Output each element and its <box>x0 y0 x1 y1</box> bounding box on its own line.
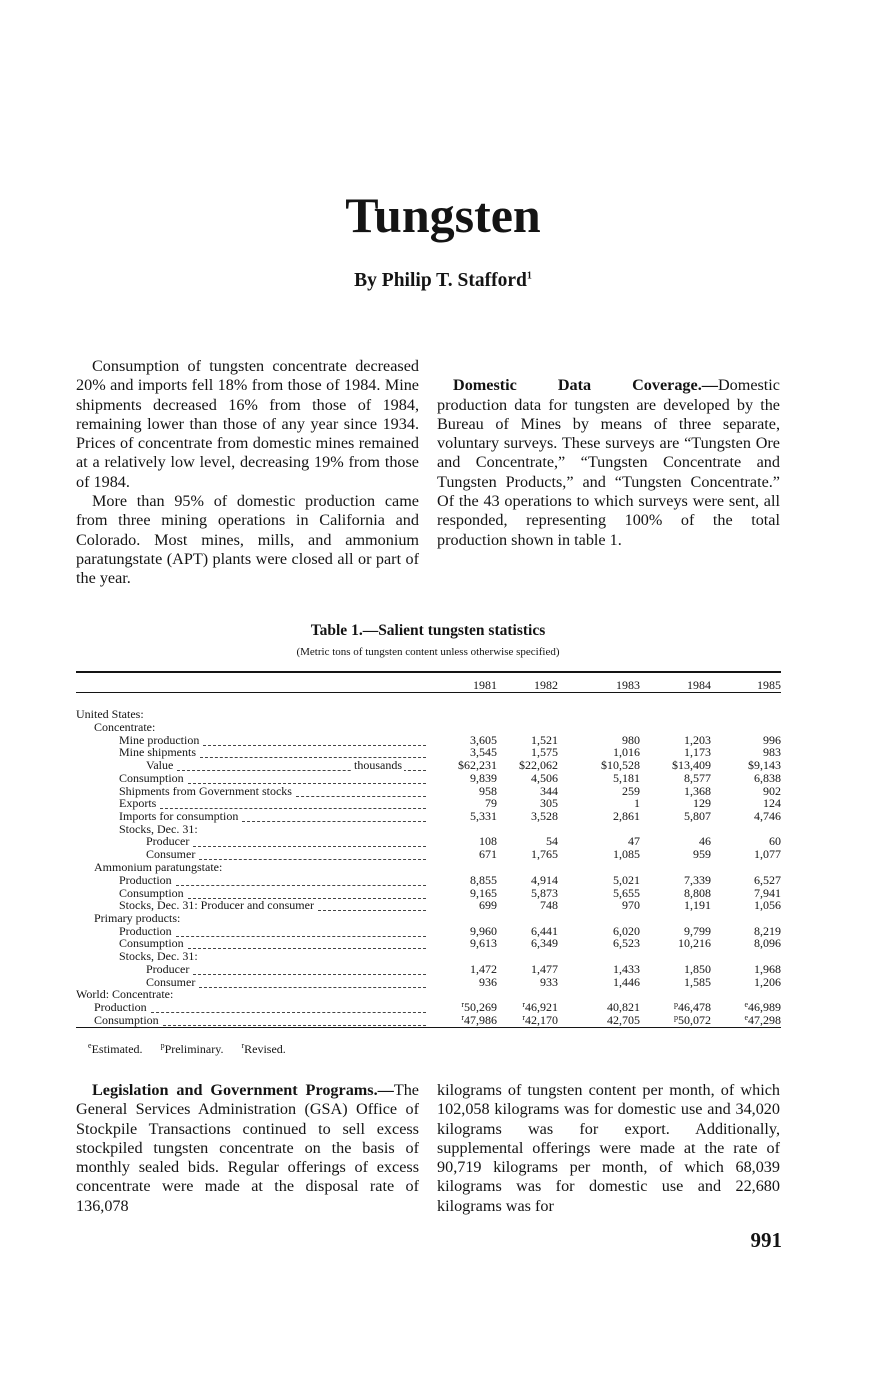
cell-value: 46 <box>699 834 711 848</box>
year-header-1984: 1984 <box>687 678 711 692</box>
cell-1984 <box>645 848 711 861</box>
leader-dots <box>296 785 426 797</box>
legislation-body-right: kilograms of tungsten content per month, of which 102,058 kilograms was for domestic use and 34,020 kilograms was for export. Additionally, supplemental offerings were made at the rate of 90,719 kilograms per month, of which 68,039 kilograms was for domestic use and 22,680 kilograms was for <box>437 1081 780 1215</box>
cell-value: 8,219 <box>754 924 781 938</box>
cell-value: 8,577 <box>684 771 711 785</box>
legislation-body-left: The General Services Administration (GSA) Office of Stockpile Transactions continued to sell excess stockpiled tungsten concentrate on the basis of monthly sealed bids. Regular offerings of excess concentrate were made at the disposal rate of 136,078 <box>76 1081 419 1215</box>
cell-value: 4,746 <box>754 809 781 823</box>
data-coverage-heading: Domestic Data Coverage.— <box>453 376 718 395</box>
cell-value: 6,527 <box>754 873 781 887</box>
cell-1984 <box>645 810 711 823</box>
year-header-1981: 1981 <box>473 678 497 692</box>
cell-value: 6,020 <box>613 924 640 938</box>
cell-value: 1,575 <box>531 745 558 759</box>
cell-value: 1,203 <box>684 733 711 747</box>
row-label-text: Producer <box>146 962 190 976</box>
cell-value: 7,339 <box>684 873 711 887</box>
footnote-preliminary <box>161 1042 224 1056</box>
cell-value: 1,191 <box>684 898 711 912</box>
cell-1985 <box>715 1014 781 1027</box>
footnote-text: Preliminary. <box>164 1042 224 1056</box>
cell-value: 1,173 <box>684 745 711 759</box>
row-label-text: Value <box>146 758 174 772</box>
cell-value: $9,143 <box>748 758 781 772</box>
cell-value: 344 <box>540 784 558 798</box>
table-row <box>76 861 781 874</box>
cell-value: 42,170 <box>525 1013 558 1027</box>
table-subtitle: (Metric tons of tungsten content unless otherwise specified) <box>296 646 560 658</box>
page-title: Tungsten <box>345 187 541 243</box>
cell-value: 933 <box>540 975 558 989</box>
cell-value: 60 <box>769 834 781 848</box>
year-header-1985: 1985 <box>757 678 781 692</box>
cell-1983 <box>574 848 640 861</box>
row-label-text: Primary products: <box>94 911 181 925</box>
cell-value: 958 <box>479 784 497 798</box>
cell-1982 <box>492 1014 558 1027</box>
cell-value: $22,062 <box>519 758 558 772</box>
footnote-mark: r <box>522 1000 525 1009</box>
footnote-mark: r <box>241 1041 245 1050</box>
cell-value: 124 <box>763 796 781 810</box>
cell-value: 671 <box>479 847 497 861</box>
cell-value: 47,986 <box>464 1013 497 1027</box>
cell-value: 748 <box>540 898 558 912</box>
leader-dots <box>176 874 426 886</box>
cell-value: 8,808 <box>684 886 711 900</box>
cell-value: 305 <box>540 796 558 810</box>
intro-paragraph-2: More than 95% of domestic production came from three mining operations in California and Colorado. Most mines, mills, and ammonium paratungstate (APT) plants were closed all or part of the year. <box>76 492 419 588</box>
footnote-mark: e <box>744 1000 748 1009</box>
leader-dots <box>242 810 426 822</box>
footnote-mark: r <box>461 1000 464 1009</box>
table-row <box>76 899 781 912</box>
cell-1981 <box>431 899 497 912</box>
footnote-mark: e <box>88 1041 92 1050</box>
row-label-text: Stocks, Dec. 31: <box>119 949 198 963</box>
cell-value: 50,269 <box>464 1000 497 1014</box>
footnote-estimated <box>88 1042 143 1056</box>
author-footnote-mark: 1 <box>526 270 532 282</box>
cell-value: 5,807 <box>684 809 711 823</box>
leader-dots <box>160 797 426 809</box>
cell-value: 3,545 <box>470 745 497 759</box>
cell-value: 8,096 <box>754 936 781 950</box>
cell-value: 6,523 <box>613 936 640 950</box>
cell-value: 9,165 <box>470 886 497 900</box>
cell-value: 46,989 <box>748 1000 781 1014</box>
cell-value: 108 <box>479 834 497 848</box>
leader-dots <box>188 772 426 784</box>
footnote-mark: p <box>160 1041 165 1050</box>
cell-value: 46,478 <box>678 1000 711 1014</box>
row-unit: thousands <box>354 758 402 772</box>
table-row <box>76 912 781 925</box>
row-label-text: Consumption <box>119 886 184 900</box>
leader-dots <box>188 937 426 949</box>
leader-dots <box>176 925 426 937</box>
cell-value: 4,914 <box>531 873 558 887</box>
cell-value: 1,521 <box>531 733 558 747</box>
cell-value: 1,446 <box>613 975 640 989</box>
cell-1985 <box>715 810 781 823</box>
intro-right-column <box>437 357 780 550</box>
leader-dots <box>193 963 426 975</box>
cell-value: 1 <box>634 796 640 810</box>
cell-value: 9,960 <box>470 924 497 938</box>
row-label-text: Concentrate: <box>94 720 156 734</box>
leader-dots <box>163 1014 426 1026</box>
row-label-text: Ammonium paratungstate: <box>94 860 223 874</box>
year-header-1982: 1982 <box>534 678 558 692</box>
author-name: By Philip T. Stafford <box>354 270 527 291</box>
cell-value: 1,085 <box>613 847 640 861</box>
cell-1981 <box>431 1014 497 1027</box>
byline <box>0 270 886 292</box>
leader-dots <box>193 835 426 847</box>
row-label-text: United States: <box>76 707 144 721</box>
intro-paragraph-1: Consumption of tungsten concentrate decreased 20% and imports fell 18% from those of 1984. Mine shipments decreased 16% from those of 1984, remaining lower than those of any year since 1934. Prices of concentrate from domestic mines remained at a relatively low level, decreasing 19% from those of 1984. <box>76 357 419 491</box>
row-label-text: Mine shipments <box>119 745 196 759</box>
cell-value: 1,016 <box>613 745 640 759</box>
table-bottom-rule <box>76 1027 781 1028</box>
footnote-mark: r <box>461 1013 464 1022</box>
cell-value: 1,477 <box>531 962 558 976</box>
leader-dots <box>200 746 426 758</box>
cell-value: 902 <box>763 784 781 798</box>
leader-dots <box>318 899 426 911</box>
cell-value: 1,433 <box>613 962 640 976</box>
cell-1982 <box>492 937 558 950</box>
cell-value: 9,613 <box>470 936 497 950</box>
row-label-text: World: Concentrate: <box>76 987 174 1001</box>
cell-value: 259 <box>622 784 640 798</box>
legislation-paragraph <box>76 1081 419 1216</box>
row-label-text: Producer <box>146 834 190 848</box>
row-label-text: Exports <box>119 796 157 810</box>
cell-value: 79 <box>485 796 497 810</box>
cell-value: 1,472 <box>470 962 497 976</box>
cell-1983 <box>574 810 640 823</box>
row-label-text: Production <box>119 873 172 887</box>
footnote-mark: e <box>744 1013 748 1022</box>
cell-1982 <box>492 848 558 861</box>
row-label-text: Mine production <box>119 733 200 747</box>
cell-value: 983 <box>763 745 781 759</box>
row-label-text: Production <box>94 1000 147 1014</box>
cell-value: 40,821 <box>607 1000 640 1014</box>
cell-value: $13,409 <box>672 758 711 772</box>
cell-value: 46,921 <box>525 1000 558 1014</box>
cell-value: 2,861 <box>613 809 640 823</box>
cell-value: 1,765 <box>531 847 558 861</box>
cell-value: 5,331 <box>470 809 497 823</box>
cell-value: 47 <box>628 834 640 848</box>
cell-1985 <box>715 937 781 950</box>
cell-value: 6,349 <box>531 936 558 950</box>
cell-value: 1,056 <box>754 898 781 912</box>
cell-value: 970 <box>622 898 640 912</box>
cell-value: 1,077 <box>754 847 781 861</box>
data-coverage-body: Domestic production data for tungsten are developed by the Bureau of Mines by means of three separate, voluntary surveys. These surveys are “Tungsten Ore and Concentrate,” “Tungsten Concentrate and Tungsten Products,” and “Tungsten Concentrate.” Of the 43 operations to which surveys were sent, all responded, representing 100% of the total production shown in table 1. <box>437 376 780 549</box>
legislation-right-column <box>437 1081 780 1216</box>
legislation-left-column <box>76 1081 419 1216</box>
row-label-text: Imports for consumption <box>119 809 239 823</box>
leader-dots <box>151 1001 426 1013</box>
cell-1984 <box>645 937 711 950</box>
cell-value: 959 <box>693 847 711 861</box>
cell-value: 129 <box>693 796 711 810</box>
cell-value: 5,873 <box>531 886 558 900</box>
data-coverage-paragraph <box>437 376 780 550</box>
page-number: 991 <box>750 1228 782 1252</box>
cell-value: 1,368 <box>684 784 711 798</box>
row-label-text: Consumption <box>94 1013 159 1027</box>
row-label-text: Consumption <box>119 936 184 950</box>
row-label-text: Stocks, Dec. 31: <box>119 822 198 836</box>
cell-value: 5,655 <box>613 886 640 900</box>
table-title: Table 1.—Salient tungsten statistics <box>310 622 546 639</box>
table-top-rule <box>76 671 781 673</box>
cell-1981 <box>431 810 497 823</box>
cell-value: 8,855 <box>470 873 497 887</box>
cell-1985 <box>715 899 781 912</box>
table-row <box>76 1014 781 1027</box>
leader-dots <box>199 848 426 860</box>
footnote-mark: p <box>674 1013 678 1022</box>
cell-value: 5,181 <box>613 771 640 785</box>
cell-1981 <box>431 848 497 861</box>
cell-value: 1,206 <box>754 975 781 989</box>
row-label-text: Production <box>119 924 172 938</box>
footnote-mark: r <box>522 1013 525 1022</box>
row-label-text: Shipments from Government stocks <box>119 784 292 798</box>
row-label-text: Stocks, Dec. 31: Producer and consumer <box>119 898 314 912</box>
cell-value: 3,528 <box>531 809 558 823</box>
footnote-revised <box>241 1042 285 1056</box>
leader-dots <box>199 976 426 988</box>
cell-value: 6,838 <box>754 771 781 785</box>
row-label-text: Consumption <box>119 771 184 785</box>
intro-paragraph-2-continued <box>437 357 780 376</box>
cell-value: 980 <box>622 733 640 747</box>
legislation-heading: Legislation and Government Programs.— <box>92 1081 394 1099</box>
cell-1983 <box>574 1014 640 1027</box>
row-label-text: Consumer <box>146 975 196 989</box>
year-header-1983: 1983 <box>616 678 640 692</box>
leader-dots <box>203 734 426 746</box>
cell-value: $10,528 <box>601 758 640 772</box>
cell-value: 3,605 <box>470 733 497 747</box>
cell-value: 4,506 <box>531 771 558 785</box>
cell-1984 <box>645 1014 711 1027</box>
row-label <box>94 1014 159 1027</box>
cell-value: 6,441 <box>531 924 558 938</box>
cell-value: 9,799 <box>684 924 711 938</box>
cell-1983 <box>574 899 640 912</box>
cell-value: 42,705 <box>607 1013 640 1027</box>
cell-1981 <box>431 937 497 950</box>
cell-value: 54 <box>546 834 558 848</box>
cell-value: 996 <box>763 733 781 747</box>
footnote-mark: p <box>674 1000 678 1009</box>
table-row <box>76 708 781 721</box>
cell-value: 1,968 <box>754 962 781 976</box>
cell-value: 9,839 <box>470 771 497 785</box>
cell-value: 7,941 <box>754 886 781 900</box>
cell-1982 <box>492 899 558 912</box>
cell-value: $62,231 <box>458 758 497 772</box>
cell-1985 <box>715 848 781 861</box>
cell-value: 5,021 <box>613 873 640 887</box>
footnote-text: Estimated. <box>91 1042 143 1056</box>
cell-value: 1,850 <box>684 962 711 976</box>
cell-1983 <box>574 937 640 950</box>
cell-value: 50,072 <box>678 1013 711 1027</box>
cell-1982 <box>492 810 558 823</box>
cell-value: 47,298 <box>748 1013 781 1027</box>
cell-1984 <box>645 899 711 912</box>
row-label-text: Consumer <box>146 847 196 861</box>
cell-value: 699 <box>479 898 497 912</box>
cell-value: 10,216 <box>678 936 711 950</box>
intro-left-column <box>76 357 419 589</box>
footnote-text: Revised. <box>244 1042 286 1056</box>
cell-value: 1,585 <box>684 975 711 989</box>
cell-value: 936 <box>479 975 497 989</box>
table-footnotes <box>88 1041 304 1057</box>
